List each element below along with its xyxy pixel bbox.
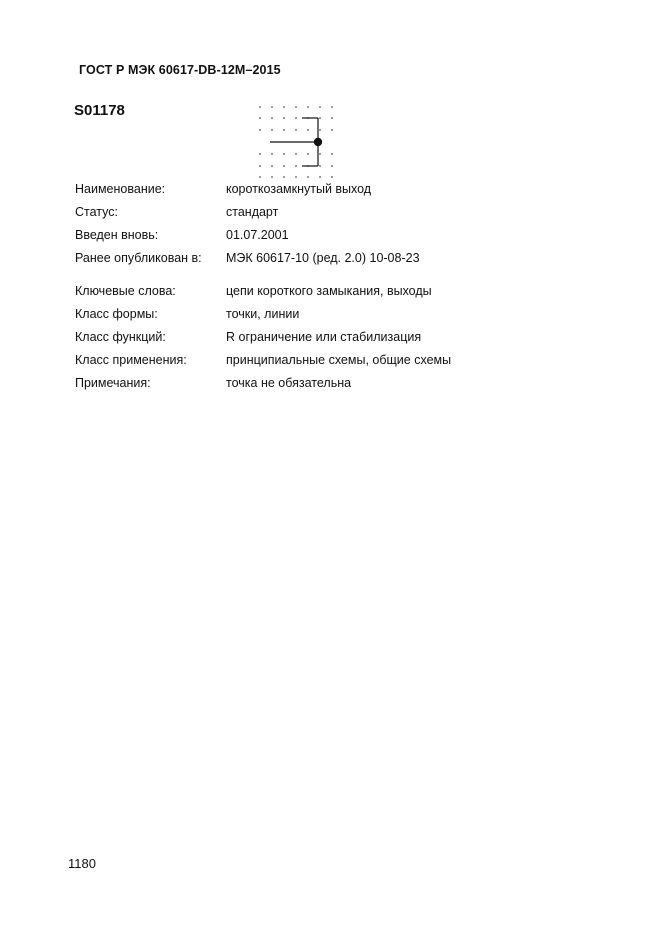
attr-value: короткозамкнутый выход xyxy=(226,182,372,196)
attr-row-shape-class xyxy=(75,303,451,326)
attr-row-previously-published xyxy=(75,247,451,270)
attr-label: Примечания: xyxy=(75,376,151,390)
attr-value: точки, линии xyxy=(226,307,300,321)
attr-value: R ограничение или стабилизация xyxy=(226,330,422,344)
attr-label: Ранее опубликован в: xyxy=(75,251,202,265)
page-number: 1180 xyxy=(68,856,96,871)
attr-row-application-class xyxy=(75,349,451,372)
attr-label: Класс применения: xyxy=(75,353,187,367)
attr-label: Класс функций: xyxy=(75,330,166,344)
attr-label: Введен вновь: xyxy=(75,228,159,242)
attr-value: цепи короткого замыкания, выходы xyxy=(226,284,432,298)
attr-value: принципиальные схемы, общие схемы xyxy=(226,353,452,367)
attr-value: МЭК 60617-10 (ред. 2.0) 10-08-23 xyxy=(226,251,420,265)
attr-label: Наименование: xyxy=(75,182,166,196)
attribute-table xyxy=(75,178,451,395)
attr-label: Статус: xyxy=(75,205,118,219)
attr-value: 01.07.2001 xyxy=(226,228,289,242)
attr-value: стандарт xyxy=(226,205,279,219)
attr-row-status xyxy=(75,201,451,224)
symbol-id: S01178 xyxy=(74,102,125,119)
attr-row-introduced xyxy=(75,224,451,247)
short-circuit-output-symbol-icon xyxy=(250,100,345,180)
attr-row-notes xyxy=(75,372,451,395)
document-header: ГОСТ Р МЭК 60617-DB-12M–2015 xyxy=(79,63,281,77)
attr-row-name xyxy=(75,178,451,201)
connection-dot xyxy=(314,138,322,146)
attr-label: Класс формы: xyxy=(75,307,158,321)
attr-label: Ключевые слова: xyxy=(75,284,176,298)
symbol-lines xyxy=(270,118,318,166)
attr-row-keywords xyxy=(75,280,451,303)
attr-value: точка не обязательна xyxy=(226,376,352,390)
attr-row-function-class xyxy=(75,326,451,349)
